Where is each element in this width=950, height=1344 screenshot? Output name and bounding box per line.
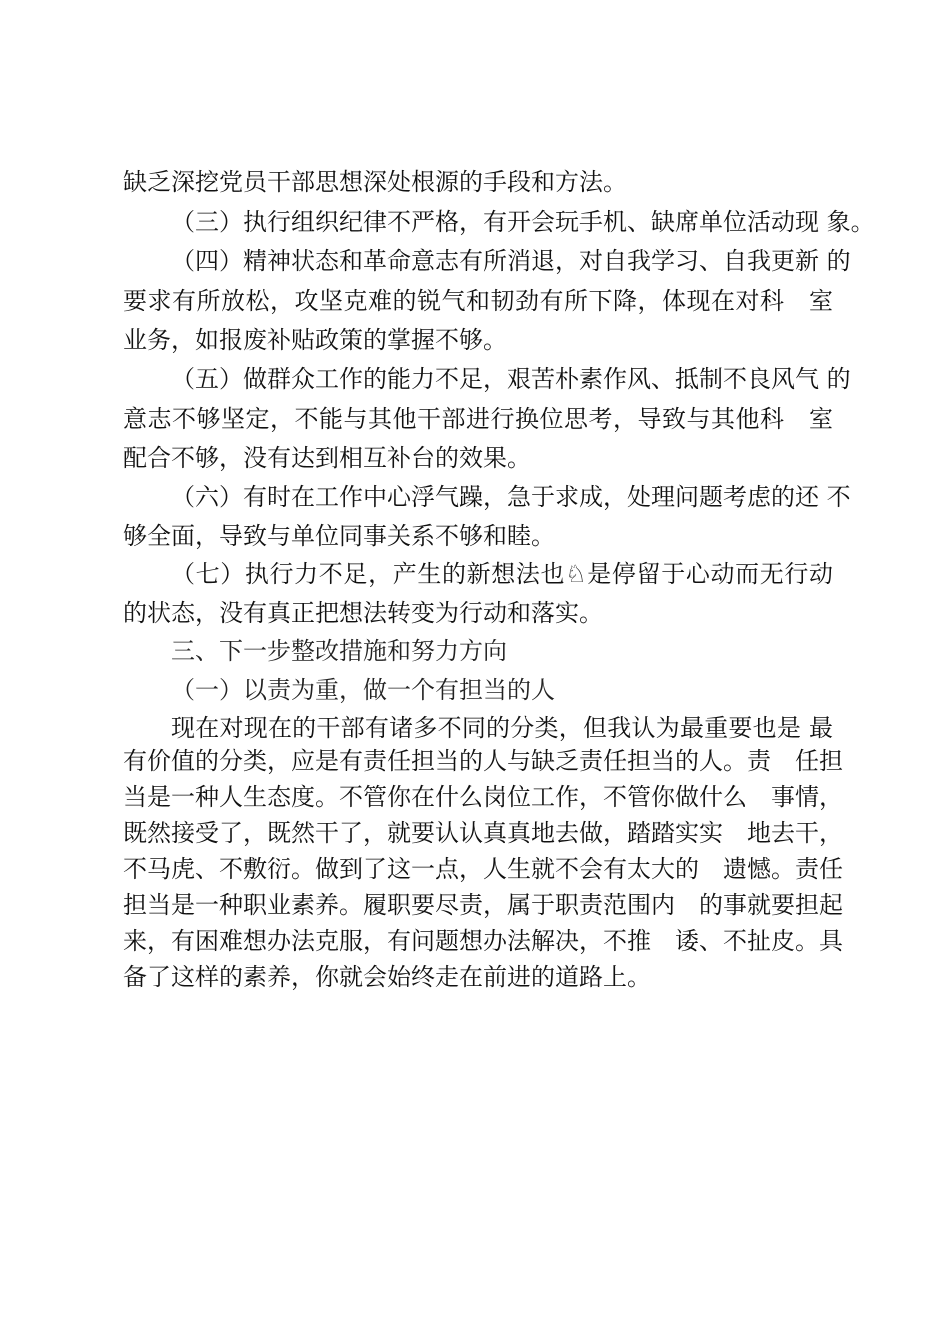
paragraph-line: （三）执行组织纪律不严格，有开会玩手机、缺席单位活动现 象。 [171, 208, 875, 236]
paragraph-line: 缺乏深挖党员干部思想深处根源的手段和方法。 [123, 168, 627, 196]
paragraph-line: （七）执行力不足，产生的新想法也♘是停留于心动而无行动 [171, 560, 833, 588]
subsection-heading: （一）以责为重，做一个有担当的人 [171, 676, 555, 704]
section-heading: 三、下一步整改措施和努力方向 [171, 637, 507, 665]
paragraph-line: 既然接受了，既然干了，就要认认真真地去做，踏踏实实 地去干， [123, 819, 843, 847]
paragraph-line: 意志不够坚定，不能与其他干部进行换位思考，导致与其他科 室 [123, 405, 833, 433]
paragraph-line: 有价值的分类，应是有责任担当的人与缺乏责任担当的人。责 任担 [123, 747, 843, 775]
paragraph-line: 备了这样的素养，你就会始终走在前进的道路上。 [123, 963, 651, 991]
paragraph-line: 要求有所放松，攻坚克难的锐气和韧劲有所下降，体现在对科 室 [123, 287, 833, 315]
paragraph-line: （五）做群众工作的能力不足，艰苦朴素作风、抵制不良风气 的 [171, 365, 851, 393]
paragraph-line: 够全面，导致与单位同事关系不够和睦。 [123, 522, 555, 550]
paragraph-line: 的状态，没有真正把想法转变为行动和落实。 [123, 599, 603, 627]
paragraph-line: 担当是一种职业素养。履职要尽责，属于职责范围内 的事就要担起 [123, 891, 843, 919]
paragraph-line: 配合不够，没有达到相互补台的效果。 [123, 444, 531, 472]
paragraph-line: （六）有时在工作中心浮气躁，急于求成，处理问题考虑的还 不 [171, 483, 851, 511]
paragraph-line: 来，有困难想办法克服，有问题想办法解决，不推 诿、不扯皮。具 [123, 927, 843, 955]
paragraph-line: 现在对现在的干部有诸多不同的分类，但我认为最重要也是 最 [171, 714, 833, 742]
paragraph-line: 当是一种人生态度。不管你在什么岗位工作，不管你做什么 事情， [123, 783, 843, 811]
paragraph-line: 业务，如报废补贴政策的掌握不够。 [123, 326, 507, 354]
paragraph-line: （四）精神状态和革命意志有所消退，对自我学习、自我更新 的 [171, 247, 851, 275]
paragraph-line: 不马虎、不敷衍。做到了这一点，人生就不会有太大的 遗憾。责任 [123, 855, 843, 883]
